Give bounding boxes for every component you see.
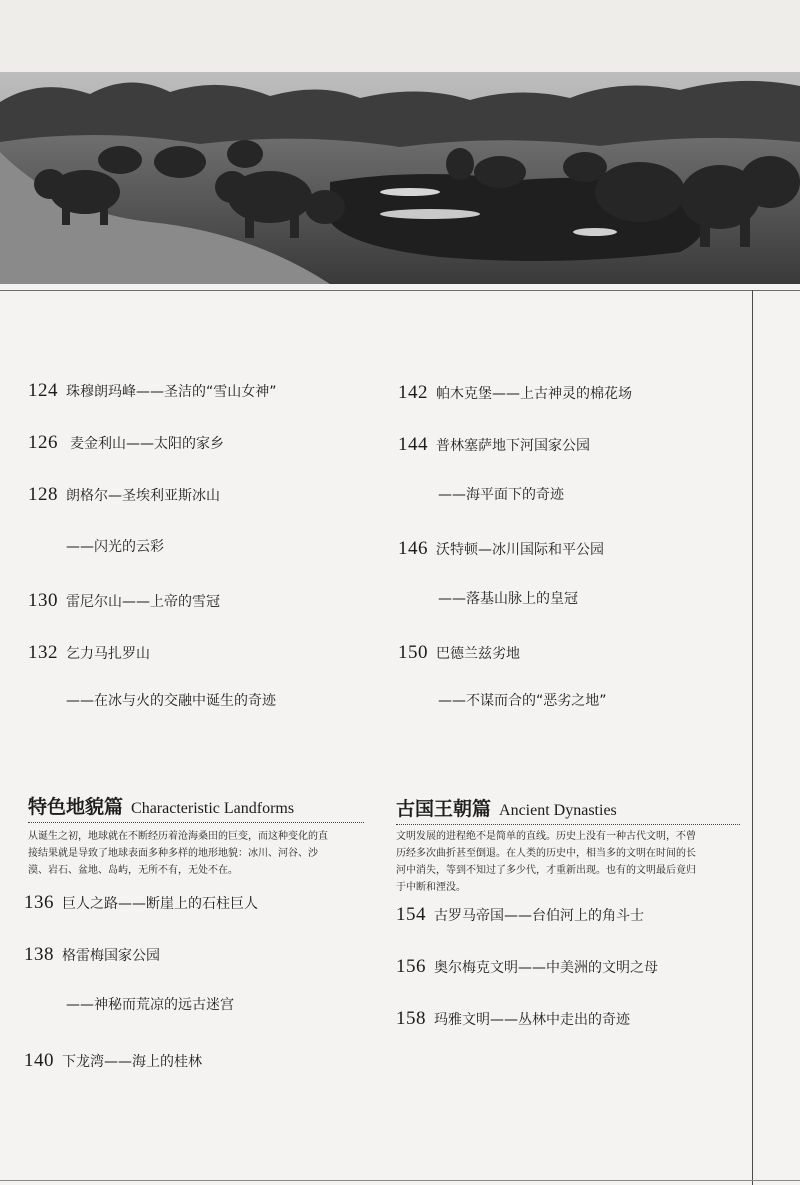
entry-title: 麦金利山——太阳的家乡 [70, 436, 224, 452]
entry-title: 沃特顿—冰川国际和平公园 [436, 542, 604, 558]
entry-subtitle: ——落基山脉上的皇冠 [438, 591, 578, 607]
column-edge-rule [752, 290, 753, 1185]
page-top-margin [0, 0, 800, 72]
section-divider [396, 824, 740, 825]
toc-entry[interactable] [396, 1010, 630, 1029]
entry-title: 奥尔梅克文明——中美洲的文明之母 [434, 960, 658, 976]
page-number: 126 [28, 432, 58, 453]
intro-line: 河中消失，等到不知过了多少代，才重新出现。也有的文明最后竟归 [396, 865, 696, 876]
header-rule [0, 290, 800, 291]
section-intro-dynasties [396, 828, 744, 896]
page-number: 144 [398, 434, 428, 455]
page-number: 140 [24, 1050, 54, 1071]
entry-title: 帕木克堡——上古神灵的棉花场 [436, 386, 632, 402]
entry-subtitle: ——不谋而合的“恶劣之地” [438, 693, 607, 709]
page-number: 154 [396, 904, 426, 925]
intro-line: 漠、岩石、盆地、岛屿，无所不有，无处不在。 [28, 865, 238, 876]
section-title-cn: 特色地貌篇 [28, 796, 124, 818]
footer-rule [0, 1180, 800, 1181]
toc-entry[interactable] [398, 436, 590, 455]
entry-title: 珠穆朗玛峰——圣洁的“雪山女神” [66, 384, 277, 400]
toc-entry[interactable] [28, 592, 220, 611]
page-number: 136 [24, 892, 54, 913]
intro-line: 于中断和湮没。 [396, 882, 466, 893]
section-title-landforms [28, 792, 294, 819]
toc-entry[interactable] [396, 958, 658, 977]
entry-title: 下龙湾——海上的桂林 [62, 1054, 202, 1070]
page-number: 124 [28, 380, 58, 401]
intro-line: 从诞生之初，地球就在不断经历着沧海桑田的巨变，而这种变化的直 [28, 831, 328, 842]
page-number: 138 [24, 944, 54, 965]
entry-title: 玛雅文明——丛林中走出的奇迹 [434, 1012, 630, 1028]
entry-title: 普林塞萨地下河国家公园 [436, 438, 590, 454]
entry-title: 格雷梅国家公园 [62, 948, 160, 964]
toc-entry[interactable] [398, 384, 632, 403]
toc-entry[interactable] [28, 644, 150, 663]
section-title-en: Characteristic Landforms [131, 800, 295, 817]
toc-entry[interactable] [28, 434, 224, 453]
entry-title: 乞力马扎罗山 [66, 646, 150, 662]
toc-entry[interactable] [28, 382, 277, 401]
intro-line: 历经多次曲折甚至倒退。在人类的历史中，相当多的文明在时间的长 [396, 848, 696, 859]
toc-entry[interactable] [28, 486, 220, 505]
page-number: 142 [398, 382, 428, 403]
entry-title: 雷尼尔山——上帝的雪冠 [66, 594, 220, 610]
toc-entry[interactable] [24, 1052, 202, 1071]
section-title-dynasties [396, 794, 617, 821]
page-number: 150 [398, 642, 428, 663]
intro-line: 文明发展的进程绝不是简单的直线。历史上没有一种古代文明，不曾 [396, 831, 696, 842]
section-title-en: Ancient Dynasties [499, 802, 617, 819]
page-number: 130 [28, 590, 58, 611]
entry-subtitle: ——闪光的云彩 [66, 539, 164, 555]
toc-entry[interactable] [396, 906, 644, 925]
entry-subtitle: ——在冰与火的交融中诞生的奇迹 [66, 693, 276, 709]
intro-line: 接结果就是导致了地球表面多种多样的地形地貌：冰川、河谷、沙 [28, 848, 318, 859]
section-title-cn: 古国王朝篇 [396, 798, 492, 820]
page-number: 156 [396, 956, 426, 977]
page-number: 128 [28, 484, 58, 505]
section-divider [28, 822, 364, 823]
page-number: 158 [396, 1008, 426, 1029]
section-intro-landforms [28, 828, 368, 879]
entry-title: 巴德兰兹劣地 [436, 646, 520, 662]
entry-title: 朗格尔—圣埃利亚斯冰山 [66, 488, 220, 504]
entry-title: 古罗马帝国——台伯河上的角斗士 [434, 908, 644, 924]
entry-subtitle: ——神秘而荒凉的远古迷宫 [66, 997, 234, 1013]
elephants-waterhole-photo [0, 72, 800, 284]
page-number: 146 [398, 538, 428, 559]
entry-subtitle: ——海平面下的奇迹 [438, 487, 564, 503]
toc-entry[interactable] [398, 540, 604, 559]
page-number: 132 [28, 642, 58, 663]
toc-entry[interactable] [398, 644, 520, 663]
photo-drawing [0, 72, 800, 284]
toc-entry[interactable] [24, 946, 160, 965]
entry-title: 巨人之路——断崖上的石柱巨人 [62, 896, 258, 912]
toc-entry[interactable] [24, 894, 258, 913]
